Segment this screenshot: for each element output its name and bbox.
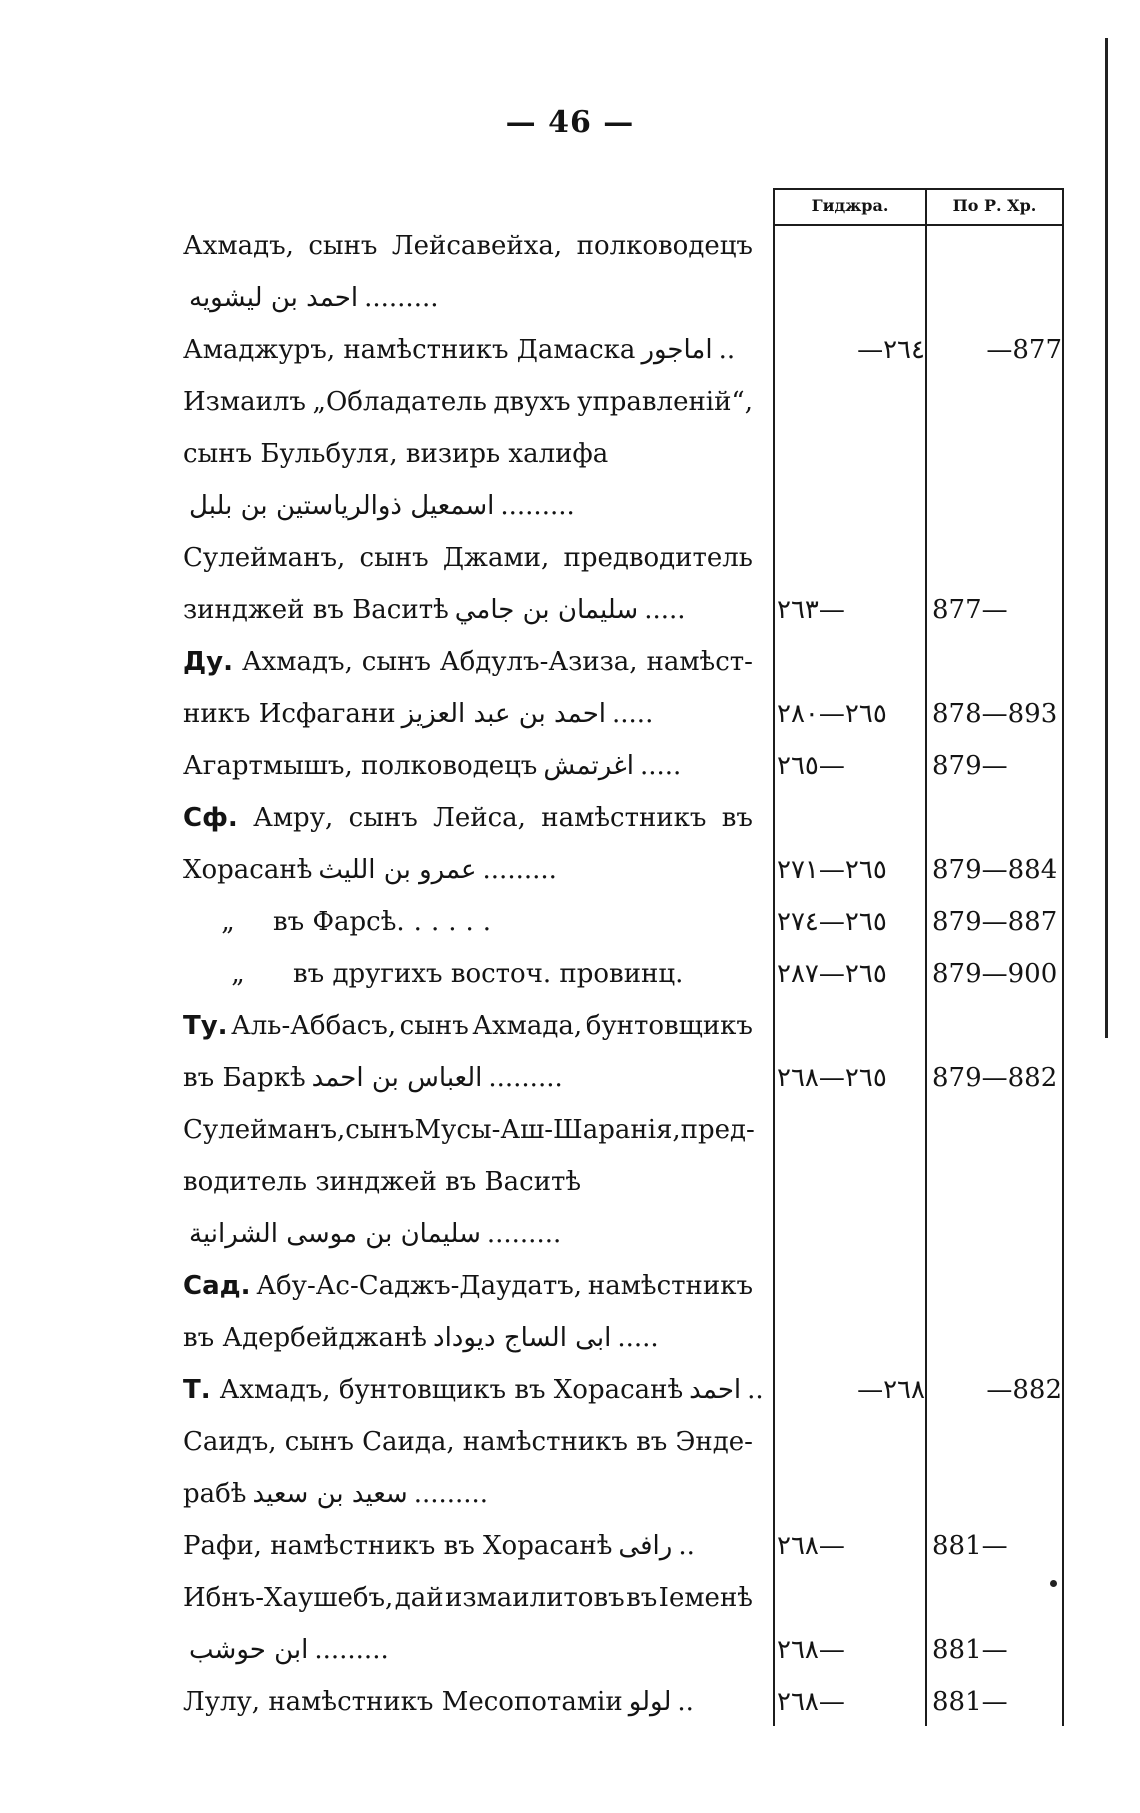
entry-text	[183, 1006, 753, 1046]
entry-text	[183, 694, 753, 734]
entry-text	[183, 226, 753, 266]
entry-word: Саидъ,	[183, 1427, 277, 1457]
entry-ru: зинджей въ Васитѣ	[183, 595, 449, 625]
entry-word: двухъ	[493, 387, 571, 417]
entry-word: Ахмада,	[472, 1011, 583, 1041]
entry-text	[183, 486, 753, 526]
leader-dots: .........	[482, 855, 557, 885]
entry-arabic: ابن حوشب	[189, 1635, 309, 1665]
entry-word: дай	[394, 1583, 444, 1613]
entry-arabic: رافى	[618, 1531, 673, 1561]
entry-ru: Лулу, намѣстникъ Месопотаміи	[183, 1687, 623, 1717]
entry-word: Мусы-Аш-Шаранія,	[414, 1115, 681, 1145]
entry-text	[183, 746, 753, 786]
entry-word: Сулейманъ,	[183, 1115, 346, 1145]
table-row	[0, 1676, 1140, 1728]
entry-ru: въ Баркѣ	[183, 1063, 306, 1093]
entry-word: сынъ	[284, 1427, 354, 1457]
leader-dots: .........	[314, 1635, 389, 1665]
entry-word: измаилитовъ	[445, 1583, 625, 1613]
entry-word: Джами,	[442, 543, 550, 573]
print-speck	[1050, 1580, 1057, 1587]
entry-word: сынъ	[348, 803, 418, 833]
table-row	[0, 896, 1140, 948]
table-row	[0, 532, 1140, 584]
hijra-date: ٢٦٨—	[777, 1687, 845, 1717]
entry-text	[183, 1682, 753, 1722]
entry-word: Саида,	[362, 1427, 455, 1457]
dynasty-mark: Т.	[183, 1375, 220, 1405]
table-row	[0, 272, 1140, 324]
entry-word: Абу-Ас-Саджъ-Даудатъ,	[256, 1271, 583, 1301]
entry-text	[183, 1162, 753, 1202]
entry-ru: рабѣ	[183, 1479, 247, 1509]
table-row	[0, 1416, 1140, 1468]
entry-text	[183, 434, 753, 474]
entry-word: пред-	[680, 1115, 755, 1145]
entry-arabic: اسمعيل ذوالرياستين بن بلبل	[189, 491, 495, 521]
page-number: — 46 —	[505, 105, 635, 140]
hijra-date: ٢٦٥—	[777, 751, 845, 781]
entry-arabic: احمد	[689, 1375, 742, 1405]
hijra-date: ٢٦٥—٢٨٠	[777, 699, 887, 729]
entry-word: сынъ	[345, 1115, 415, 1145]
entry-text	[183, 642, 753, 682]
entry-word: полководецъ	[576, 231, 753, 261]
entry-ru: въ другихъ восточ. провинц.	[293, 959, 684, 989]
leader-dots: ..	[678, 1531, 695, 1561]
entry-word: сынъ	[308, 231, 378, 261]
ad-date: 881—	[932, 1531, 1008, 1561]
table-row	[0, 1156, 1140, 1208]
entry-text	[183, 1318, 753, 1358]
table-row	[0, 844, 1140, 896]
hijra-date: ٢٦٥—٢٧٤	[777, 907, 887, 937]
header-rule-top	[773, 188, 1063, 190]
entry-text	[183, 278, 753, 318]
entry-word: въ	[721, 803, 753, 833]
entry-ru: водитель зинджей въ Васитѣ	[183, 1167, 582, 1197]
entry-ru: Агартмышъ, полководецъ	[183, 751, 538, 781]
entry-word: Лейсавейха,	[391, 231, 563, 261]
ad-date: 879—	[932, 751, 1008, 781]
leader-dots: ..	[677, 1687, 694, 1717]
dynasty-mark: Ту.	[183, 1011, 228, 1041]
table-row	[0, 740, 1140, 792]
entry-word: Ахмадъ,	[241, 647, 353, 677]
leader-dots: .........	[500, 491, 575, 521]
entry-word: сынъ	[361, 647, 431, 677]
entry-ru: въ Адербейджанѣ	[183, 1323, 427, 1353]
entry-arabic: عمرو بن الليث	[318, 855, 477, 885]
entry-word: Іеменѣ	[658, 1583, 753, 1613]
ad-date: 881—	[932, 1635, 1008, 1665]
table-row	[0, 1364, 1140, 1416]
hijra-date: ٢٦٥—٢٦٨	[777, 1063, 887, 1093]
leader-dots: ..	[718, 335, 736, 365]
table-row	[0, 1260, 1140, 1312]
table-row	[0, 1520, 1140, 1572]
ad-date: 877—	[932, 595, 1008, 625]
table-row	[0, 1468, 1140, 1520]
column-header-hijra: Гиджра.	[811, 196, 889, 215]
leader-dots: .........	[413, 1479, 489, 1509]
entry-word: Аль-Аббасъ,	[231, 1011, 397, 1041]
entry-text	[183, 538, 753, 578]
entry-ru: Хорасанѣ	[183, 855, 313, 885]
entry-word: Сулейманъ,	[183, 543, 346, 573]
table-row	[0, 792, 1140, 844]
hijra-date: ٢٦٨—	[777, 1531, 845, 1561]
entry-text	[183, 1630, 753, 1670]
hijra-date: ٢٦٥—٢٨٧	[777, 959, 887, 989]
entry-text	[183, 1110, 753, 1150]
ditto-mark: „	[221, 907, 235, 937]
ad-date: 879—884	[932, 855, 1058, 885]
entry-word: предводитель	[563, 543, 753, 573]
entry-ru: Амаджуръ, намѣстникъ Дамаска	[183, 335, 636, 365]
entry-ru: Ахмадъ, бунтовщикъ въ Хорасанѣ	[219, 1375, 684, 1405]
ad-date: 879—900	[932, 959, 1058, 989]
hijra-date: ٢٦٥—٢٧١	[777, 855, 887, 885]
leader-dots: .....	[639, 751, 682, 781]
dynasty-mark: Ду.	[183, 647, 233, 677]
ad-date: 881—	[932, 1687, 1008, 1717]
table-row	[0, 1000, 1140, 1052]
entry-arabic: العباس بن احمد	[311, 1063, 483, 1093]
leader-dots: .........	[488, 1063, 563, 1093]
entry-word: „Обладатель	[312, 387, 487, 417]
entry-text	[183, 1214, 753, 1254]
entry-arabic: احمد بن ليشويه	[189, 283, 359, 313]
entry-arabic: سليمان بن جامي	[454, 595, 639, 625]
entry-arabic: اماجور	[641, 335, 713, 365]
table-row	[0, 376, 1140, 428]
leader-dots: ..	[747, 1375, 764, 1405]
entry-word: намѣстникъ	[587, 1271, 753, 1301]
table-row	[0, 428, 1140, 480]
entry-text	[183, 1370, 764, 1410]
entry-arabic: ابى الساج ديوداد	[432, 1323, 612, 1353]
table-row	[0, 636, 1140, 688]
entry-text	[183, 902, 753, 942]
entry-word: намѣстникъ	[541, 803, 707, 833]
entry-word: Абдулъ-Азиза,	[439, 647, 638, 677]
table-row	[0, 948, 1140, 1000]
entry-arabic: احمد بن عبد العزيز	[401, 699, 607, 729]
column-header-ad: По Р. Хр.	[952, 196, 1037, 215]
table-row	[0, 1208, 1140, 1260]
entry-text	[183, 1266, 753, 1306]
entry-ru: сынъ Бульбуля, визирь халифа	[183, 439, 609, 469]
table-row	[0, 1104, 1140, 1156]
dynasty-mark: Сад.	[183, 1271, 251, 1301]
entry-arabic: اغرتمش	[543, 751, 634, 781]
entry-word: въ	[626, 1583, 658, 1613]
dynasty-mark: Сф.	[183, 803, 238, 833]
entry-text	[183, 1474, 753, 1514]
table-row	[0, 220, 1140, 272]
ad-date: —882	[986, 1375, 1062, 1405]
leader-dots: .....	[644, 595, 686, 625]
entry-ru: Рафи, намѣстникъ въ Хорасанѣ	[183, 1531, 613, 1561]
hijra-date: ٢٦٣—	[777, 595, 845, 625]
hijra-date: —٢٦٨	[857, 1375, 925, 1405]
entry-word: намѣст-	[646, 647, 753, 677]
ad-date: 879—887	[932, 907, 1058, 937]
entry-word: въ	[636, 1427, 668, 1457]
table-row	[0, 584, 1140, 636]
entry-word: Амру,	[253, 803, 334, 833]
table-row	[0, 480, 1140, 532]
entry-word: Лейса,	[433, 803, 526, 833]
ad-date: 879—882	[932, 1063, 1058, 1093]
leader-dots: .....	[612, 699, 654, 729]
entry-text	[183, 1058, 753, 1098]
entry-arabic: سليمان بن موسى الشرانية	[189, 1219, 481, 1249]
entry-word: бунтовщикъ	[585, 1011, 753, 1041]
entry-word: намѣстникъ	[462, 1427, 628, 1457]
entry-text	[183, 590, 753, 630]
entry-word: управленій“,	[577, 387, 753, 417]
leader-dots: .........	[486, 1219, 562, 1249]
entry-text	[183, 1526, 753, 1566]
entry-text	[183, 1578, 753, 1618]
entry-word: Энде-	[675, 1427, 753, 1457]
entry-word: Ибнъ-Хаушебъ,	[183, 1583, 394, 1613]
entry-arabic: لولو	[628, 1687, 672, 1717]
entry-ru: никъ Исфагани	[183, 699, 396, 729]
hijra-date: —٢٦٤	[857, 335, 925, 365]
hijra-date: ٢٦٨—	[777, 1635, 845, 1665]
entry-text	[183, 954, 753, 994]
ad-date: 878—893	[932, 699, 1058, 729]
entry-arabic: سعيد بن سعيد	[252, 1479, 408, 1509]
ditto-mark: „	[231, 959, 245, 989]
entry-text	[183, 850, 753, 890]
ad-date: —877	[986, 335, 1062, 365]
entry-text	[183, 798, 753, 838]
entry-ru: въ Фарсѣ	[273, 907, 397, 937]
entry-word: сынъ	[399, 1011, 469, 1041]
leader-dots: .........	[364, 283, 439, 313]
table-row	[0, 1052, 1140, 1104]
entry-text	[183, 330, 753, 370]
entry-text	[183, 1422, 753, 1462]
table-row	[0, 1312, 1140, 1364]
entry-word: Ахмадъ,	[183, 231, 294, 261]
table-row	[0, 1624, 1140, 1676]
entry-word: сынъ	[359, 543, 429, 573]
table-row	[0, 1572, 1140, 1624]
table-row	[0, 324, 1140, 376]
entry-word: Измаилъ	[183, 387, 306, 417]
entry-text	[183, 382, 753, 422]
leader-dots: .....	[617, 1323, 659, 1353]
leader-dots: ......	[396, 907, 501, 937]
table-row	[0, 688, 1140, 740]
